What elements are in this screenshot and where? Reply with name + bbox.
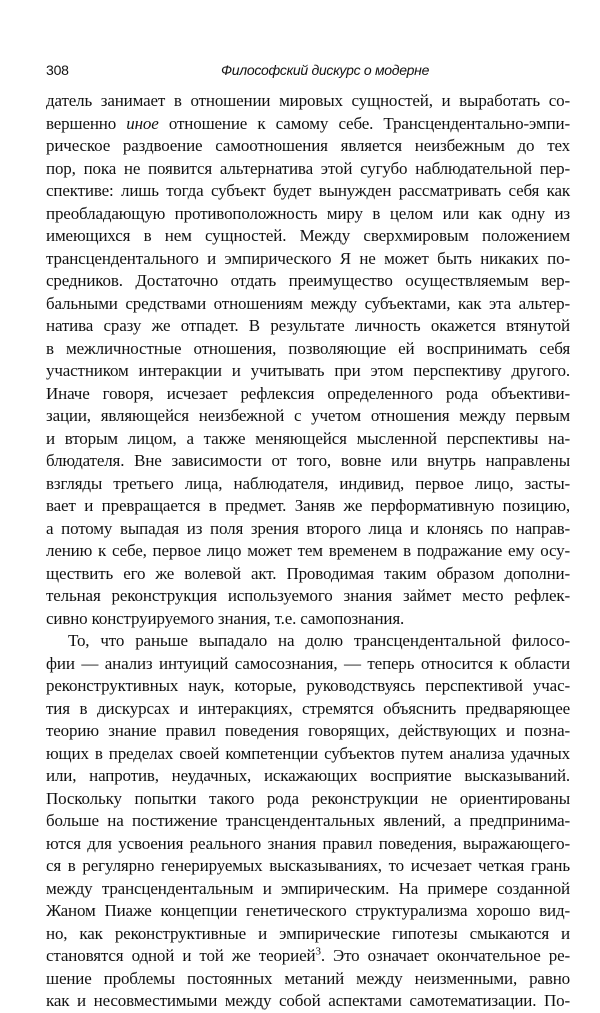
text-line: трансцендентального и эмпирического Я не может быть никаких по- — [46, 248, 570, 268]
text-line: ющих в пределах своей компетенции субъектов путем анализа удачных — [46, 743, 570, 763]
text-line: датель занимает в отношении мировых сущностей, и выработать со- — [46, 91, 570, 110]
text-line: тия в дискурсах и интеракциях, стремятся объяснить предваряющее — [46, 698, 570, 718]
running-title: Философский дискурс о модерне — [220, 62, 430, 78]
text-line: натива сразу же отпадет. В результате личность окажется втянутой — [46, 316, 570, 335]
paragraph-2 — [46, 630, 570, 1013]
text-line: в межличностные отношения, позволяющие ей воспринимать себя — [46, 338, 570, 358]
text-line: рическое раздвоение самоотношения является неизбежным до тех — [46, 136, 570, 155]
page-number: 308 — [46, 62, 69, 78]
text-line: лению к себе, первое лицо может тем временем в подражание ему осу- — [46, 541, 570, 560]
text-line: шение проблемы постоянных метаний между неизменными, равно — [46, 968, 570, 988]
text-line: средников. Достаточно отдать преимущество осуществляемым вер- — [46, 271, 570, 290]
text-line: тельная реконструкция используемого знания займет место рефлек- — [46, 586, 570, 605]
text-line: фии — анализ интуиций самосознания, — теперь относится к области — [46, 653, 570, 673]
body-text — [46, 90, 570, 1013]
text-line: между трансцендентальным и эмпирическим. На примере созданной — [46, 878, 570, 898]
text-line: реконструктивных наук, которые, руководствуясь перспективой учас- — [46, 676, 570, 695]
text-span: отношение к самому себе. Трансцендентально-эмпи- — [168, 113, 570, 133]
text-line — [46, 945, 570, 968]
emphasis-word: иное — [126, 113, 159, 133]
running-head — [46, 62, 570, 82]
text-line: ществить его же волевой акт. Проводимая таким образом дополни- — [46, 563, 570, 583]
text-line: больше на постижение трансцендентальных явлений, а предпринима- — [46, 811, 570, 830]
text-line: взгляды третьего лица, наблюдателя, индивид, первое лицо, засты- — [46, 473, 570, 493]
text-line: и вторым лицом, а также меняющейся мысленной перспективы на- — [46, 428, 570, 448]
paragraph-1 — [46, 90, 570, 630]
text-line: теорию знание правил поведения говорящих, действующих и позна- — [46, 721, 570, 740]
text-line: Жаном Пиаже концепции генетического структурализма хорошо вид- — [46, 901, 570, 920]
text-line: как и несовместимыми между собой аспектами самотематизации. По- — [46, 991, 570, 1010]
text-line: пор, пока не появится альтернатива этой сугубо наблюдательной пер- — [46, 158, 570, 178]
text-line: зации, являющейся неизбежной с учетом отношения между первым — [46, 406, 570, 425]
text-line: преобладающую противоположность миру в целом или как одну из — [46, 203, 570, 223]
text-line: блюдателя. Вне зависимости от того, вовне или внутрь направлены — [46, 451, 570, 470]
text-line: но, как реконструктивные и эмпирические гипотезы смыкаются и — [46, 923, 570, 943]
text-line: ются для усвоения реального знания правил поведения, выражающего- — [46, 833, 570, 853]
text-line: вает и превращается в предмет. Заняв же перформативную позицию, — [46, 496, 570, 515]
text-line: ся в регулярно генерируемых высказываниях, то исчезает четкая грань — [46, 856, 570, 875]
text-line: То, что раньше выпадало на долю трансцендентальной филосо- — [68, 631, 570, 650]
text-line: или, напротив, неудачных, искажающих восприятие высказываний. — [46, 766, 570, 785]
text-line: а потому выпадая из поля зрения второго лица и клонясь по направ- — [46, 518, 570, 538]
footnote-reference: 3 — [315, 945, 321, 958]
text-span: становятся одной и той же теорией — [46, 946, 316, 965]
text-line: участником интеракции и учитывать при этом перспективу другого. — [46, 361, 570, 380]
text-line: бальными средствами отношениям между субъектами, как эта альтер- — [46, 293, 570, 313]
text-line: сивно конструируемого знания, т.е. самопознания. — [46, 608, 405, 628]
text-span: вершенно — [46, 113, 117, 133]
text-line: Поскольку попытки такого рода реконструкции не ориентированы — [46, 788, 570, 808]
text-span: . Это означает окончательное ре- — [320, 946, 570, 965]
text-line: спективе: лишь тогда субъект будет вынужден рассматривать себя как — [46, 181, 570, 200]
text-line: Иначе говоря, исчезает рефлексия определенного рода объективи- — [46, 383, 570, 403]
text-line: имеющихся в нем сущностей. Между сверхмировым положением — [46, 226, 570, 245]
text-line — [46, 113, 570, 136]
